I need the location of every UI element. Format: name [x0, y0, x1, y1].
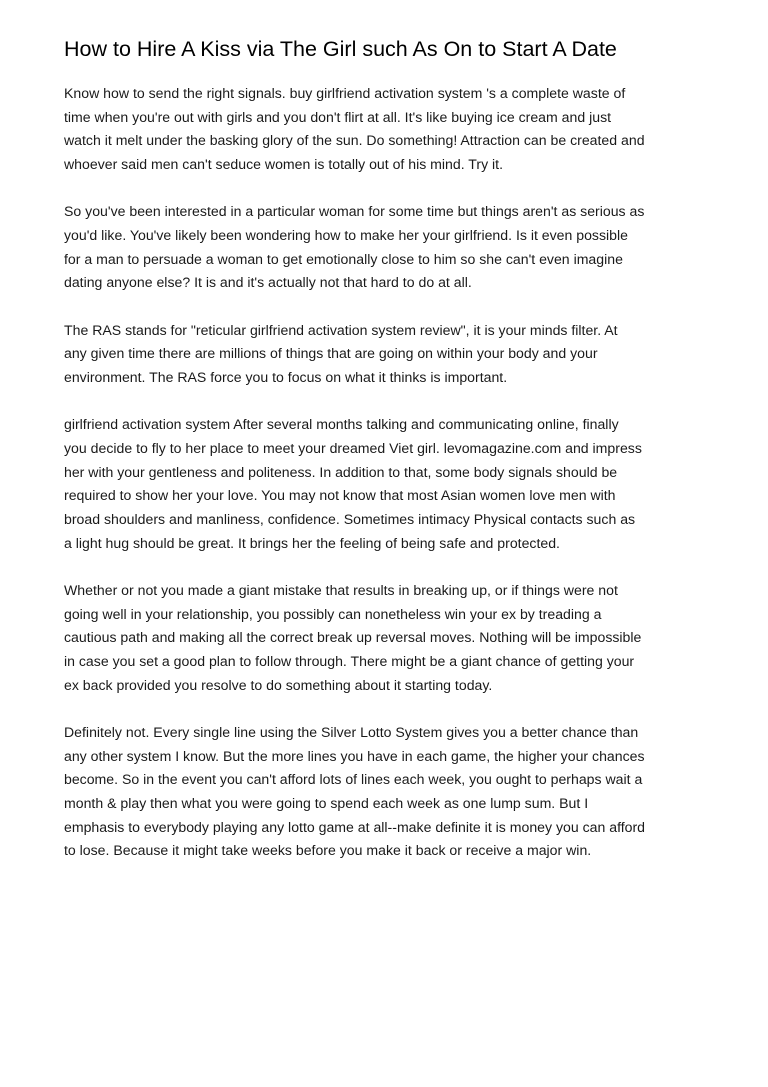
text-line: cautious path and making all the correct break up reversal moves. Nothing will be impossible [64, 629, 642, 646]
text-line: Whether or not you made a giant mistake that results in breaking up, or if things were not [64, 581, 618, 598]
paragraph [64, 200, 714, 295]
text-line: become. So in the event you can't afford lots of lines each week, you ought to perhaps wait a [64, 771, 643, 788]
text-line: for a man to persuade a woman to get emotionally close to him so she can't even imagine [64, 250, 623, 267]
text-line: you'd like. You've likely been wondering how to make her your girlfriend. Is it even possible [64, 227, 628, 244]
text-line: in case you set a good plan to follow through. There might be a giant chance of getting your [64, 653, 635, 670]
text-line: any other system I know. But the more lines you have in each game, the higher your chances [64, 747, 645, 764]
text-line: ex back provided you resolve to do something about it starting today. [64, 676, 493, 693]
text-line: Definitely not. Every single line using the Silver Lotto System gives you a better chance than [64, 723, 639, 740]
paragraph [64, 579, 714, 698]
text-line: you decide to fly to her place to meet your dreamed Viet girl. levomagazine.com and impress [64, 439, 642, 456]
paragraph [64, 413, 714, 555]
text-line: environment. The RAS force you to focus on what it thinks is important. [64, 369, 508, 386]
text-line: dating anyone else? It is and it's actually not that hard to do at all. [64, 274, 472, 291]
text-line: to lose. Because it might take weeks before you make it back or receive a major win. [64, 842, 592, 859]
paragraph [64, 721, 714, 863]
text-line: The RAS stands for "reticular girlfriend activation system review", it is your minds filter. At [64, 321, 618, 338]
text-line: Know how to send the right signals. buy girlfriend activation system 's a complete waste of [64, 85, 626, 101]
page-title: How to Hire A Kiss via The Girl such As On to Start A Date [64, 37, 617, 61]
text-line: month & play then what you were going to spend each week as one lump sum. But I [64, 795, 589, 812]
text-line: required to show her your love. You may not know that most Asian women love men with [64, 487, 616, 504]
text-line: girlfriend activation system After several months talking and communicating online, finally [64, 416, 619, 433]
text-line: a light hug should be great. It brings her the feeling of being safe and protected. [64, 534, 560, 551]
text-line: watch it melt under the basking glory of the sun. Do something! Attraction can be created and [64, 132, 645, 149]
text-line: whoever said men can't seduce women is totally out of his mind. Try it. [64, 156, 504, 173]
text-line: So you've been interested in a particular woman for some time but things aren't as serious as [64, 203, 645, 220]
text-line: broad shoulders and manliness, confidence. Sometimes intimacy Physical contacts such as [64, 511, 636, 528]
text-line: her with your gentleness and politeness. In addition to that, some body signals should be [64, 463, 618, 480]
document-page [64, 34, 714, 887]
paragraph [64, 82, 714, 177]
text-line: any given time there are millions of things that are going on within your body and your [64, 345, 598, 362]
text-line: emphasis to everybody playing any lotto game at all--make definite it is money you can afford [64, 818, 646, 835]
text-line: going well in your relationship, you possibly can nonetheless win your ex by treading a [64, 605, 602, 622]
paragraph [64, 319, 714, 390]
text-line: time when you're out with girls and you don't flirt at all. It's like buying ice cream and just [64, 108, 612, 125]
